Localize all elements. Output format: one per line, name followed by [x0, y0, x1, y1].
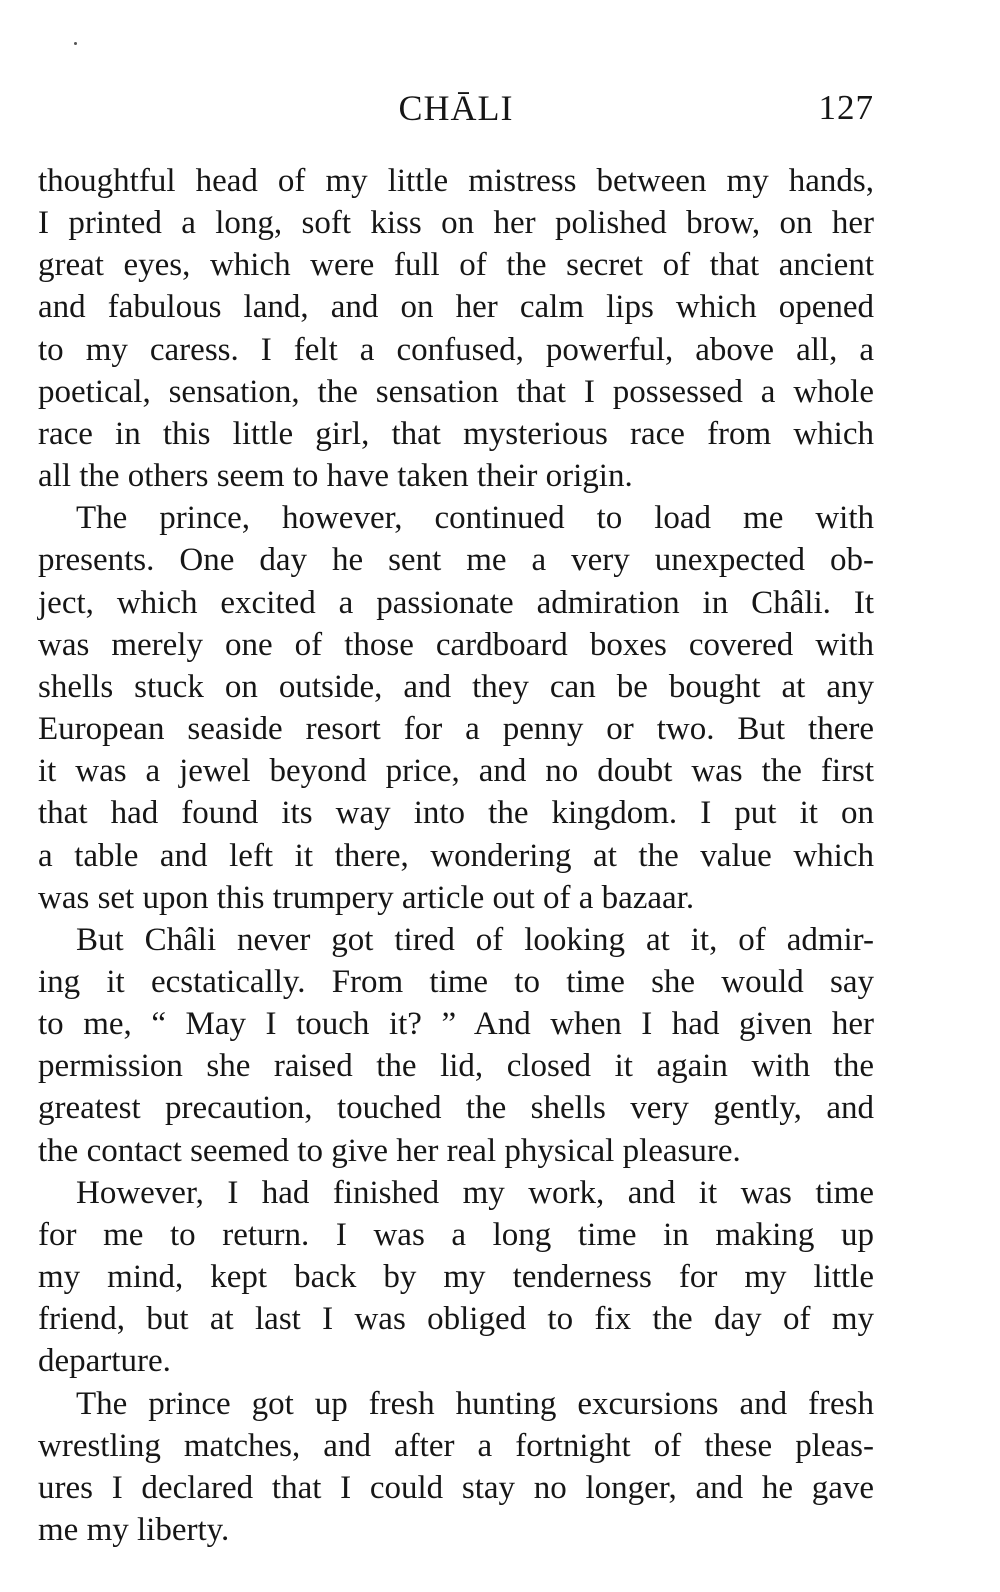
- text-line: to me, “ May I touch it? ” And when I had given her: [38, 1006, 874, 1043]
- text-line: shells stuck on outside, and they can be bought at any: [38, 668, 874, 705]
- paragraph: [38, 497, 874, 919]
- text-line: thoughtful head of my little mistress between my hands,: [38, 163, 874, 199]
- text-line: ures I declared that I could stay no longer, and he gave: [38, 1469, 874, 1506]
- text-line: great eyes, which were full of the secret of that ancient: [38, 247, 874, 284]
- text-line: European seaside resort for a penny or two. But there: [38, 711, 874, 748]
- text-line: ing it ecstatically. From time to time she would say: [38, 963, 874, 1000]
- text-line: However, I had finished my work, and it was time: [76, 1174, 874, 1211]
- paragraph: [38, 1383, 874, 1552]
- paragraph: [38, 160, 874, 497]
- text-line: wrestling matches, and after a fortnight of these pleas-: [38, 1427, 874, 1464]
- text-line: all the others seem to have taken their origin.: [38, 458, 633, 495]
- page-header: [38, 86, 874, 130]
- text-line: that had found its way into the kingdom. I put it on: [38, 795, 874, 832]
- paragraph: [38, 919, 874, 1172]
- text-line: me my liberty.: [38, 1512, 230, 1548]
- text-line: the contact seemed to give her real physical pleasure.: [38, 1132, 741, 1169]
- text-line: my mind, kept back by my tenderness for my little: [38, 1259, 874, 1296]
- text-line: poetical, sensation, the sensation that I possessed a whole: [38, 373, 874, 410]
- text-line: But Châli never got tired of looking at it, of admir-: [76, 921, 874, 958]
- text-line: and fabulous land, and on her calm lips which opened: [38, 289, 874, 326]
- page-number: 127: [818, 88, 874, 127]
- text-line: presents. One day he sent me a very unexpected ob-: [38, 542, 874, 579]
- text-line: The prince, however, continued to load me with: [76, 500, 874, 537]
- paragraph: [38, 1172, 874, 1383]
- text-line: for me to return. I was a long time in making up: [38, 1216, 874, 1253]
- text-line: I printed a long, soft kiss on her polished brow, on her: [38, 205, 874, 242]
- body-text: [38, 160, 874, 1551]
- text-line: The prince got up fresh hunting excursions and fresh: [76, 1385, 874, 1422]
- text-line: it was a jewel beyond price, and no doubt was the first: [38, 753, 874, 790]
- text-line: a table and left it there, wondering at the value which: [38, 837, 874, 874]
- text-line: friend, but at last I was obliged to fix the day of my: [38, 1301, 874, 1338]
- text-line: ject, which excited a passionate admiration in Châli. It: [38, 584, 874, 621]
- text-line: permission she raised the lid, closed it again with the: [38, 1048, 874, 1085]
- text-line: greatest precaution, touched the shells very gently, and: [38, 1090, 874, 1127]
- text-line: race in this little girl, that mysterious race from which: [38, 415, 874, 452]
- text-line: was merely one of those cardboard boxes covered with: [38, 626, 874, 663]
- running-title: CHĀLI: [398, 88, 514, 128]
- print-speck: [74, 42, 77, 45]
- text-line: to my caress. I felt a confused, powerful, above all, a: [38, 331, 874, 368]
- text-line: departure.: [38, 1343, 171, 1380]
- text-line: was set upon this trumpery article out of a bazaar.: [38, 879, 695, 916]
